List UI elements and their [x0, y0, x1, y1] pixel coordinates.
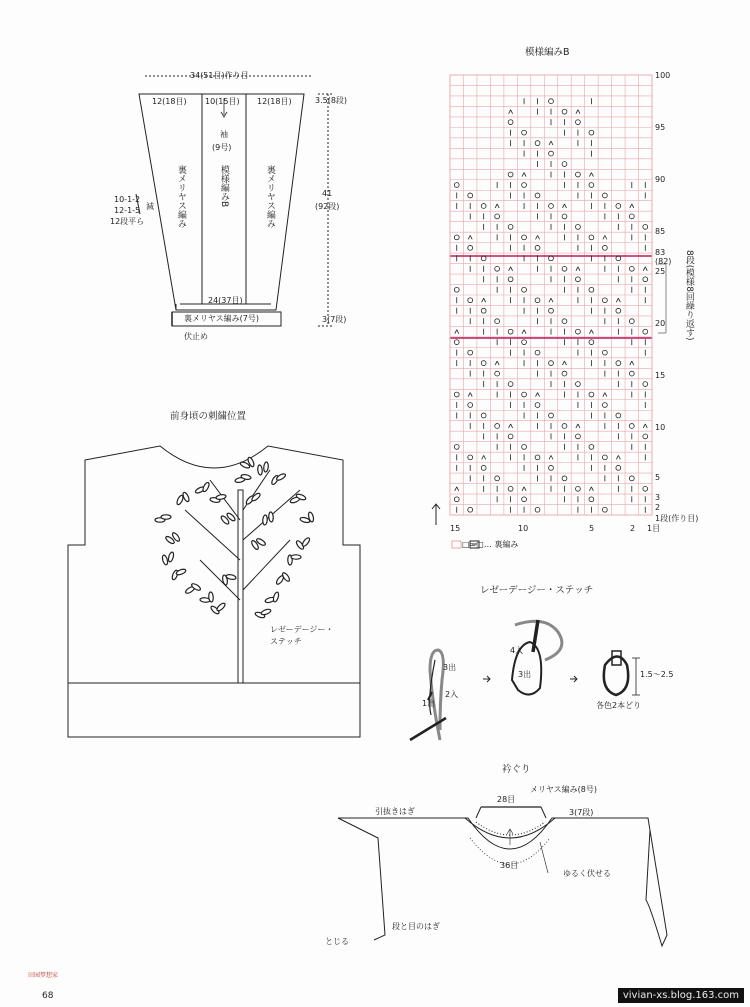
lazy-daisy-in-4: 4入	[510, 646, 524, 655]
sleeve-center-width: 10(15目)	[205, 97, 240, 106]
lazy-daisy-diagram	[410, 620, 640, 740]
leaf-icon	[216, 602, 226, 612]
lazy-daisy-size: 1.5〜2.5	[640, 670, 674, 679]
lazy-daisy-out-1: 1出	[422, 699, 436, 708]
sleeve-top-width: 34(51目)作り目	[190, 71, 249, 80]
sleeve-label-rev-left: 裏メリヤス編み	[175, 165, 186, 228]
legend-empty-box	[452, 541, 461, 548]
neckline-title: 衿ぐり	[502, 764, 531, 775]
tree-embroidery	[155, 457, 314, 619]
neckline-loose: ゆるく伏せる	[563, 869, 611, 878]
sleeve-label-center-pattern: 模様編みB	[218, 165, 229, 208]
front-stitch-label-1: レゼーデージー・	[270, 625, 334, 634]
sleeve-top-rows: 3.5(8段)	[315, 96, 348, 105]
leaf-icon	[263, 462, 268, 472]
front-body-diagram	[68, 446, 360, 737]
chart-repeat-note: 8段(模様8回繰り返す)	[683, 250, 694, 341]
chart-row-10: 10	[655, 423, 666, 432]
leaf-icon	[182, 492, 190, 503]
lazy-daisy-title: レゼーデージー・ステッチ	[480, 585, 594, 596]
neckline-stitch: メリヤス編み(8号)	[530, 785, 598, 794]
chart-title: 模様編みB	[525, 47, 570, 58]
sleeve-bottom-width: 24(37目)	[208, 296, 243, 305]
chart-row-95: 95	[655, 123, 666, 132]
chart-row-25: 25	[655, 267, 666, 276]
leaf-icon	[208, 592, 213, 602]
leaf-icon	[301, 537, 311, 548]
sleeve-decrease-1: 10-1-2	[114, 195, 141, 204]
leaf-icon	[202, 482, 210, 493]
chart-row-3: 3	[655, 493, 661, 502]
leaf-icon	[168, 552, 175, 563]
chart-grid	[450, 75, 652, 515]
chart-col-2: 2	[630, 524, 636, 533]
footer-url: vivian-xs.blog.163.com	[618, 988, 744, 1003]
chart-row-100: 100	[655, 71, 671, 80]
sleeve-length-rows: (92段)	[315, 202, 340, 211]
front-stitch-label-2: ステッチ	[270, 637, 302, 646]
leaf-icon	[268, 512, 273, 522]
leaf-icon	[272, 592, 279, 603]
neckline-rows: 3(7段)	[569, 808, 594, 817]
chart-col-5: 5	[589, 524, 595, 533]
chart-row-5: 5	[655, 473, 661, 482]
leaf-icon	[161, 515, 171, 519]
sleeve-diagram	[136, 76, 334, 326]
neckline-st-36: 36目	[500, 861, 519, 870]
chart-col-10: 10	[518, 524, 529, 533]
chart-row-90: 90	[655, 175, 666, 184]
leaf-icon	[276, 473, 287, 482]
leaf-icon	[262, 515, 267, 525]
chart-row-82: (82)	[655, 257, 672, 266]
chart-row-15: 15	[655, 371, 666, 380]
neckline-st-28: 28目	[497, 795, 516, 804]
sleeve-decrease-2: 12-1-5	[114, 206, 141, 215]
sleeve-label-rev-right: 裏メリヤス編み	[264, 165, 275, 228]
lazy-daisy-out-3: 3出	[443, 663, 457, 672]
chart-col-1: 1目	[647, 524, 661, 533]
leaf-icon	[251, 492, 261, 502]
row-arrow	[432, 264, 666, 525]
leaf-icon	[162, 555, 169, 566]
sleeve-label-center-needle: (9号)	[212, 143, 232, 152]
chart-row-2: 2	[655, 503, 661, 512]
chart-row-1: 1段(作り目)	[655, 514, 699, 523]
neckline-diagram	[338, 807, 667, 946]
chart-row-85: 85	[655, 227, 666, 236]
chart-col-15: 15	[450, 524, 461, 533]
sleeve-bottom-rows: 3(7段)	[322, 315, 347, 324]
neckline-join: 引抜きはぎ	[375, 807, 415, 816]
sleeve-side-right-width: 12(18目)	[257, 97, 292, 106]
chart-legend: □=□… 裏編み	[462, 540, 519, 549]
leaf-icon	[291, 555, 301, 560]
lazy-daisy-note: 各色2本どり	[596, 701, 642, 710]
sleeve-bind-off: 伏止め	[184, 332, 208, 341]
lazy-daisy-in-2: 2入	[445, 690, 459, 699]
stamp-logo: 田园梦想家	[28, 972, 59, 979]
chart-row-83: 83	[655, 248, 666, 257]
leaf-icon	[257, 465, 262, 475]
front-title: 前身頃の刺繍位置	[170, 411, 247, 422]
leaf-icon	[176, 568, 187, 576]
leaf-icon	[261, 608, 272, 616]
sleeve-label-center-title: 袖	[220, 130, 228, 139]
sleeve-decrease-3: 12段平ら	[110, 217, 145, 226]
sleeve-decrease-mark: 減	[146, 202, 154, 211]
sleeve-length: 41	[322, 189, 333, 198]
neckline-graft: 段と目のはぎ	[392, 922, 440, 931]
sleeve-cuff: 裏メリヤス編み(7号)	[184, 314, 260, 323]
page-number: 68	[42, 991, 54, 1001]
neckline-close: とじる	[325, 937, 349, 946]
sleeve-side-left-width: 12(18目)	[152, 97, 187, 106]
lazy-daisy-out-3b: 3出	[518, 670, 532, 679]
chart-row-20: 20	[655, 319, 666, 328]
